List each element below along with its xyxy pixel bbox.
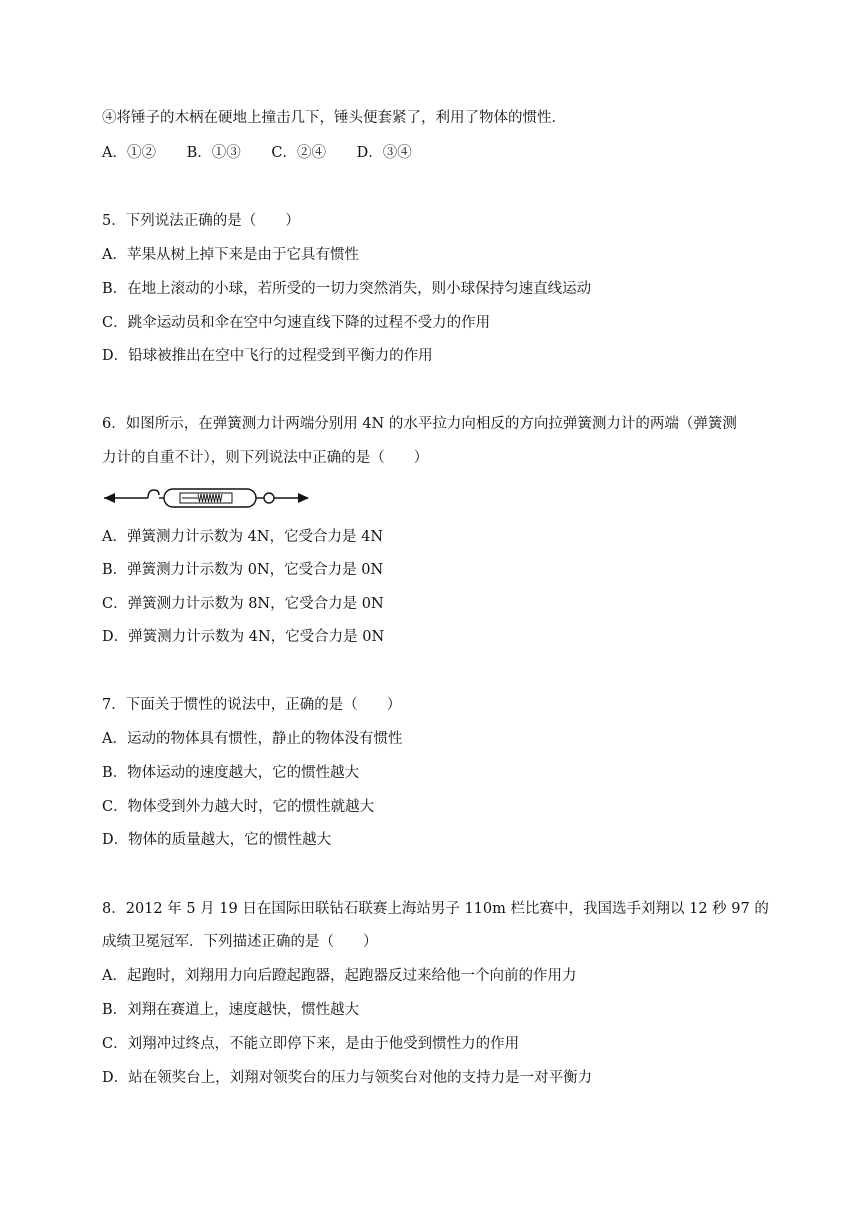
- q6-option-d: D．弹簧测力计示数为 4N，它受合力是 0N: [102, 629, 385, 645]
- q4-option-d: D．③④: [356, 145, 412, 161]
- q8-option-c: C．刘翔冲过终点，不能立即停下来，是由于他受到惯性力的作用: [102, 1036, 520, 1052]
- q6-option-a: A．弹簧测力计示数为 4N，它受合力是 4N: [102, 529, 384, 545]
- q4-option-c: C．②④: [271, 145, 326, 161]
- q7-option-b: B．物体运动的速度越大，它的惯性越大: [102, 765, 360, 781]
- q6-option-b: B．弹簧测力计示数为 0N，它受合力是 0N: [102, 562, 384, 578]
- q7-stem: 7．下面关于惯性的说法中，正确的是（ ）: [102, 697, 402, 713]
- q8-option-b: B．刘翔在赛道上，速度越快，惯性越大: [102, 1002, 360, 1018]
- q5-option-c: C．跳伞运动员和伞在空中匀速直线下降的过程不受力的作用: [102, 315, 491, 331]
- q8-stem-line2: 成绩卫冕冠军．下列描述正确的是（ ）: [102, 934, 378, 950]
- q4-option-a: A．①②: [102, 145, 156, 161]
- q4-item-4: ④将锤子的木柄在硬地上撞击几下，锤头便套紧了，利用了物体的惯性．: [102, 110, 566, 126]
- q4-options: [102, 143, 438, 163]
- q7-option-c: C．物体受到外力越大时，它的惯性就越大: [102, 799, 375, 815]
- q8-stem-line1: 8．2012 年 5 月 19 日在国际田联钻石联赛上海站男子 110m 栏比赛中，我国选手刘翔以 12 秒 97 的: [102, 901, 769, 917]
- q7-option-d: D．物体的质量越大，它的惯性越大: [102, 832, 332, 848]
- q6-option-c: C．弹簧测力计示数为 8N，它受合力是 0N: [102, 596, 384, 612]
- q7-option-a: A．运动的物体具有惯性，静止的物体没有惯性: [102, 731, 403, 747]
- q8-option-a: A．起跑时，刘翔用力向后蹬起跑器，起跑器反过来给他一个向前的作用力: [102, 968, 577, 984]
- q5-stem: 5．下列说法正确的是（ ）: [102, 213, 300, 229]
- q6-stem-line2: 力计的自重不计），则下列说法中正确的是（ ）: [102, 450, 429, 466]
- q8-option-d: D．站在领奖台上，刘翔对领奖台的压力与领奖台对他的支持力是一对平衡力: [102, 1070, 593, 1086]
- q5-option-a: A．苹果从树上掉下来是由于它具有惯性: [102, 247, 359, 263]
- q4-option-b: B．①③: [186, 145, 241, 161]
- q6-stem-line1: 6．如图所示，在弹簧测力计两端分别用 4N 的水平拉力向相反的方向拉弹簧测力计的两端（弹簧测: [102, 416, 737, 432]
- spring-scale-icon: [102, 484, 312, 512]
- q5-option-b: B．在地上滚动的小球，若所受的一切力突然消失，则小球保持匀速直线运动: [102, 281, 592, 297]
- q5-option-d: D．铅球被推出在空中飞行的过程受到平衡力的作用: [102, 348, 433, 364]
